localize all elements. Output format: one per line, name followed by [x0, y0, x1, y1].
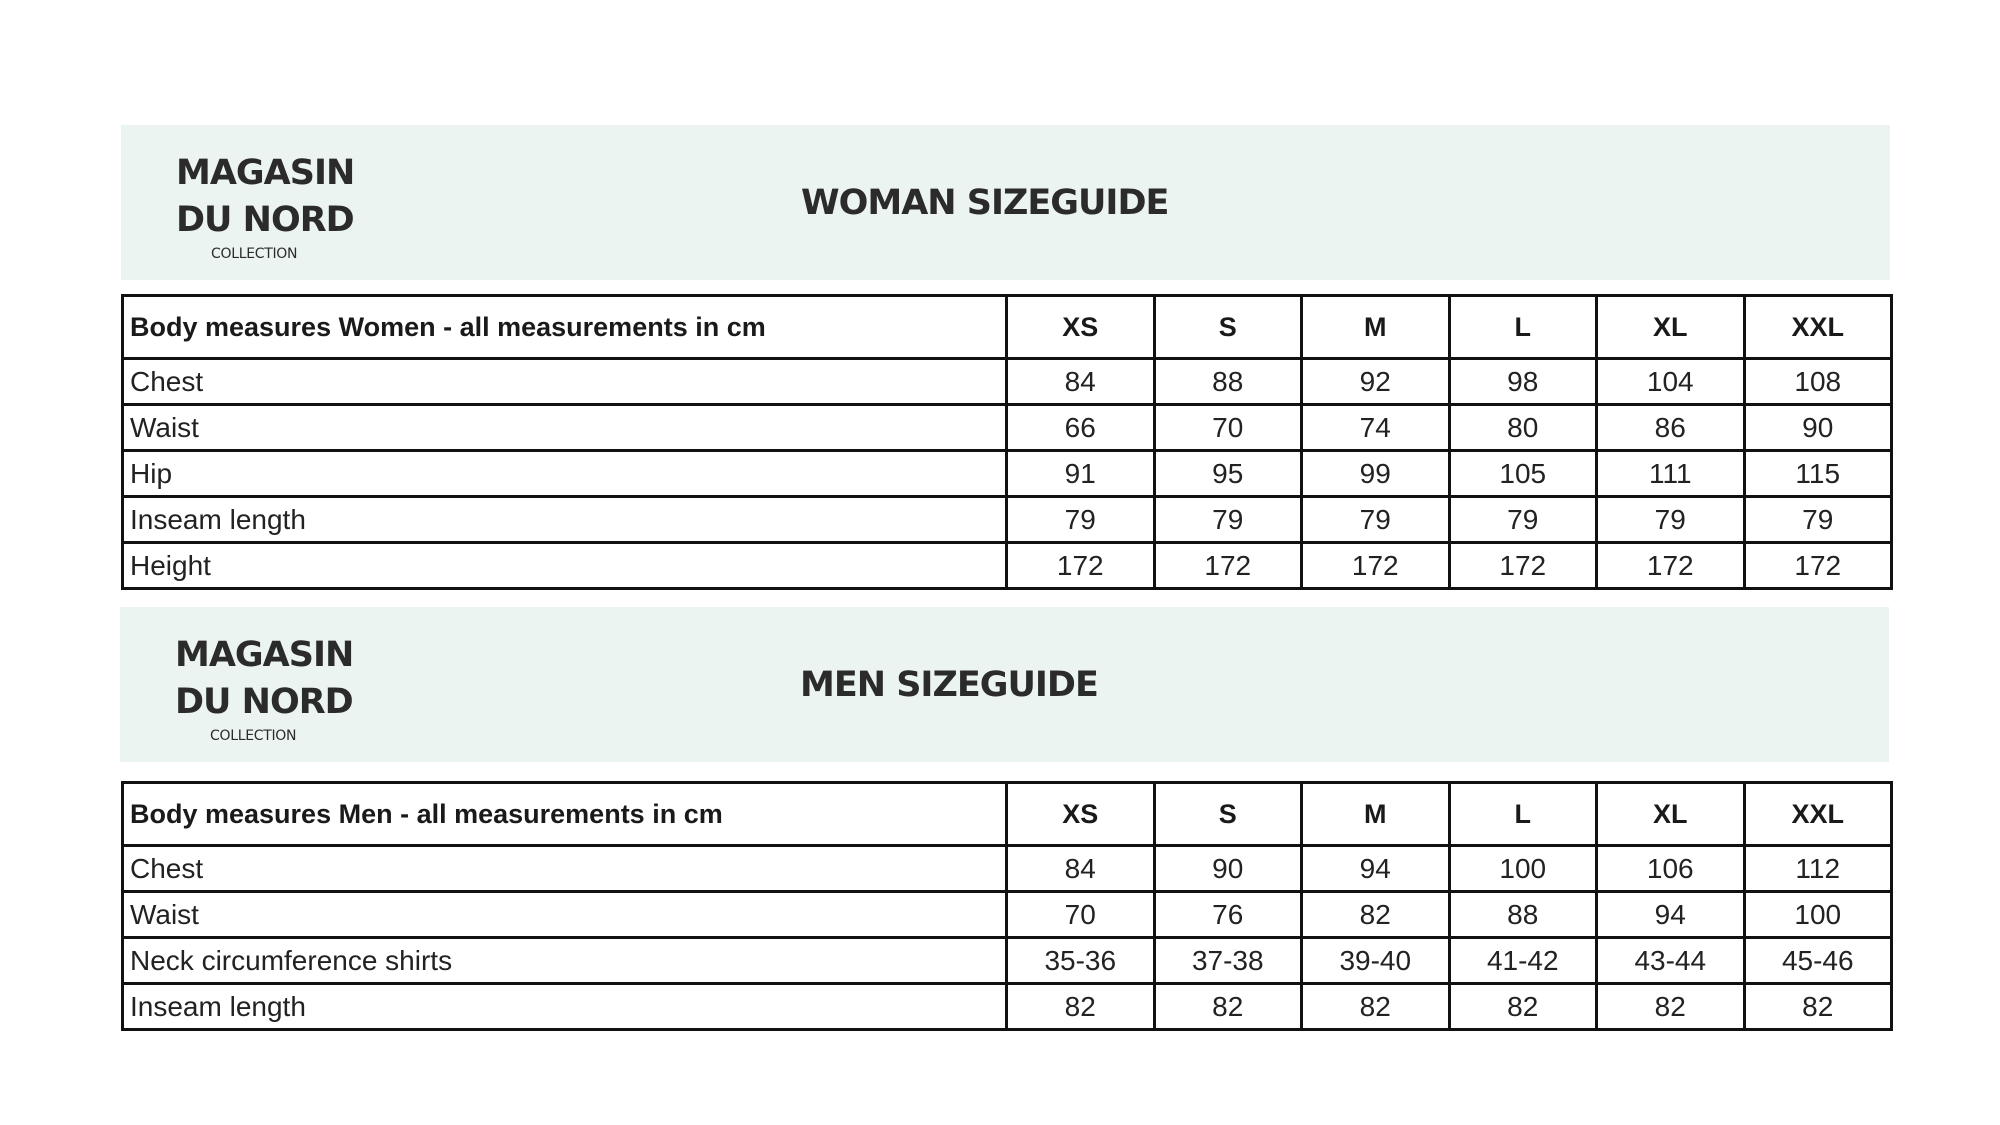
table-row	[123, 405, 1892, 451]
size-header-xxl: XXL	[1744, 296, 1892, 359]
measure-cell: 39-40	[1302, 938, 1450, 984]
measure-cell: 172	[1597, 543, 1745, 589]
measure-cell: 105	[1449, 451, 1597, 497]
measure-cell: 95	[1154, 451, 1302, 497]
row-label: Hip	[123, 451, 1007, 497]
logo-line-2: DU NORD	[176, 200, 354, 240]
measure-cell: 94	[1597, 892, 1745, 938]
measure-cell: 82	[1007, 984, 1155, 1030]
measure-cell: 91	[1007, 451, 1155, 497]
women-banner	[121, 125, 1890, 280]
row-label: Inseam length	[123, 984, 1007, 1030]
measure-cell: 90	[1744, 405, 1892, 451]
logo-line-1: MAGASIN	[176, 153, 355, 193]
table-row	[123, 497, 1892, 543]
measure-cell: 94	[1302, 846, 1450, 892]
size-header-xxl: XXL	[1744, 783, 1892, 846]
women-size-table	[121, 294, 1893, 590]
size-header-xl: XL	[1597, 783, 1745, 846]
measure-cell: 92	[1302, 359, 1450, 405]
measure-cell: 99	[1302, 451, 1450, 497]
measure-cell: 70	[1007, 892, 1155, 938]
size-header-xl: XL	[1597, 296, 1745, 359]
table-row	[123, 892, 1892, 938]
measure-cell: 108	[1744, 359, 1892, 405]
table-row	[123, 543, 1892, 589]
size-header-xs: XS	[1007, 783, 1155, 846]
measure-cell: 80	[1449, 405, 1597, 451]
measure-cell: 79	[1302, 497, 1450, 543]
measure-cell: 88	[1449, 892, 1597, 938]
measure-cell: 79	[1744, 497, 1892, 543]
measure-cell: 98	[1449, 359, 1597, 405]
men-size-table	[121, 781, 1893, 1031]
brand-logo	[176, 150, 416, 262]
measure-cell: 82	[1154, 984, 1302, 1030]
measure-cell: 84	[1007, 846, 1155, 892]
size-header-l: L	[1449, 783, 1597, 846]
row-label: Inseam length	[123, 497, 1007, 543]
row-label: Waist	[123, 405, 1007, 451]
row-label: Height	[123, 543, 1007, 589]
measure-cell: 111	[1597, 451, 1745, 497]
table-row	[123, 451, 1892, 497]
measure-cell: 90	[1154, 846, 1302, 892]
size-header-xs: XS	[1007, 296, 1155, 359]
measure-cell: 88	[1154, 359, 1302, 405]
measure-cell: 45-46	[1744, 938, 1892, 984]
men-banner	[120, 607, 1889, 762]
measure-cell: 82	[1449, 984, 1597, 1030]
measure-cell: 37-38	[1154, 938, 1302, 984]
measure-cell: 84	[1007, 359, 1155, 405]
measure-cell: 115	[1744, 451, 1892, 497]
measure-cell: 79	[1597, 497, 1745, 543]
measure-cell: 82	[1302, 984, 1450, 1030]
size-header-s: S	[1154, 296, 1302, 359]
measure-cell: 104	[1597, 359, 1745, 405]
measure-cell: 43-44	[1597, 938, 1745, 984]
measure-cell: 82	[1302, 892, 1450, 938]
measure-cell: 100	[1744, 892, 1892, 938]
table-row	[123, 359, 1892, 405]
measure-cell: 86	[1597, 405, 1745, 451]
size-header-m: M	[1302, 783, 1450, 846]
logo-line-2: DU NORD	[175, 682, 353, 722]
table-header-row	[123, 783, 1892, 846]
measure-cell: 106	[1597, 846, 1745, 892]
row-label: Chest	[123, 359, 1007, 405]
brand-logo	[175, 632, 415, 744]
measure-cell: 79	[1449, 497, 1597, 543]
logo-line-1: MAGASIN	[175, 635, 354, 675]
row-label: Waist	[123, 892, 1007, 938]
measure-cell: 70	[1154, 405, 1302, 451]
table-header-row	[123, 296, 1892, 359]
measure-cell: 172	[1744, 543, 1892, 589]
logo-subtitle: COLLECTION	[211, 246, 298, 262]
measure-cell: 76	[1154, 892, 1302, 938]
measure-cell: 112	[1744, 846, 1892, 892]
measure-cell: 172	[1449, 543, 1597, 589]
measure-cell: 172	[1154, 543, 1302, 589]
measure-cell: 41-42	[1449, 938, 1597, 984]
measure-cell: 79	[1154, 497, 1302, 543]
measure-cell: 74	[1302, 405, 1450, 451]
size-header-s: S	[1154, 783, 1302, 846]
table-header-label: Body measures Men - all measurements in cm	[123, 783, 1007, 846]
table-row	[123, 984, 1892, 1030]
table-header-label: Body measures Women - all measurements in cm	[123, 296, 1007, 359]
measure-cell: 35-36	[1007, 938, 1155, 984]
measure-cell: 66	[1007, 405, 1155, 451]
size-header-l: L	[1449, 296, 1597, 359]
measure-cell: 82	[1597, 984, 1745, 1030]
logo-subtitle: COLLECTION	[210, 728, 297, 744]
measure-cell: 172	[1302, 543, 1450, 589]
table-row	[123, 846, 1892, 892]
measure-cell: 172	[1007, 543, 1155, 589]
size-header-m: M	[1302, 296, 1450, 359]
row-label: Chest	[123, 846, 1007, 892]
table-row	[123, 938, 1892, 984]
measure-cell: 100	[1449, 846, 1597, 892]
row-label: Neck circumference shirts	[123, 938, 1007, 984]
women-guide-title: WOMAN SIZEGUIDE	[801, 182, 1169, 223]
men-guide-title: MEN SIZEGUIDE	[800, 664, 1098, 705]
measure-cell: 79	[1007, 497, 1155, 543]
measure-cell: 82	[1744, 984, 1892, 1030]
